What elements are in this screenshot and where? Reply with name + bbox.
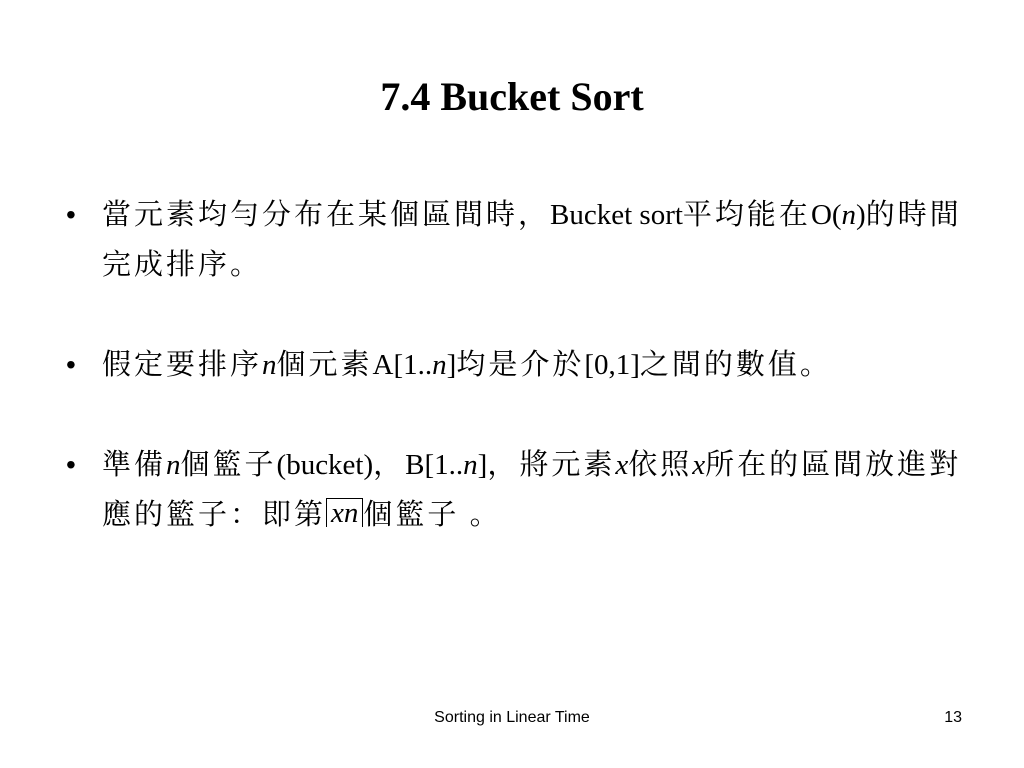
math-variable: n: [432, 349, 447, 381]
bullet-text: 個籃子 。: [363, 499, 502, 531]
math-variable: x: [615, 449, 629, 481]
ceiling-expression: xn: [326, 498, 363, 527]
bullet-text: 的時間完成排序。: [102, 199, 962, 281]
bullet-list: [66, 190, 966, 590]
bullet-dot-icon: •: [66, 199, 76, 230]
bullet-text: 個元素: [276, 349, 373, 381]
bullet-text: 當元素均勻分布在某個區間時，: [102, 199, 551, 231]
bullet-dot-icon: •: [66, 349, 76, 380]
bullet-text: Bucket sort: [550, 199, 683, 231]
bullet-text: ，: [373, 449, 406, 481]
bullet-item-uniform-distribution: [66, 190, 966, 290]
bullet-dot-icon: •: [66, 449, 76, 480]
bullet-text: 準備: [102, 449, 167, 481]
bullet-text: ]: [477, 449, 488, 481]
bullet-text: 依照: [628, 449, 693, 481]
math-variable: n: [262, 349, 277, 381]
math-variable: n: [841, 199, 857, 231]
math-variable: x: [692, 449, 706, 481]
bullet-text: (bucket): [276, 449, 374, 481]
bullet-text: ]: [446, 349, 457, 381]
bullet-text: ，將元素: [487, 449, 616, 481]
bullet-item-input-range: [66, 340, 966, 390]
page-number: 13: [944, 709, 962, 726]
bullet-item-prepare-buckets: [66, 440, 966, 540]
footer-label: Sorting in Linear Time: [434, 709, 590, 726]
bullet-text: ): [856, 199, 866, 231]
bullet-text: B[1..: [405, 449, 464, 481]
bullet-text: 所在的區間放進對應的籃子：即第: [102, 449, 962, 531]
math-variable: n: [166, 449, 181, 481]
bullet-text: 假定要排序: [102, 349, 263, 381]
slide-title: 7.4 Bucket Sort: [380, 74, 644, 119]
bullet-text: O(: [810, 199, 842, 231]
bullet-text: 之間的數值。: [639, 349, 832, 381]
math-variable: n: [463, 449, 478, 481]
bullet-text: [0,1]: [584, 349, 640, 381]
bullet-text: 平均能在: [682, 199, 811, 231]
bullet-text: A[1..: [372, 349, 433, 381]
bullet-text: 均是介於: [456, 349, 585, 381]
bullet-text: 個籃子: [180, 449, 277, 481]
